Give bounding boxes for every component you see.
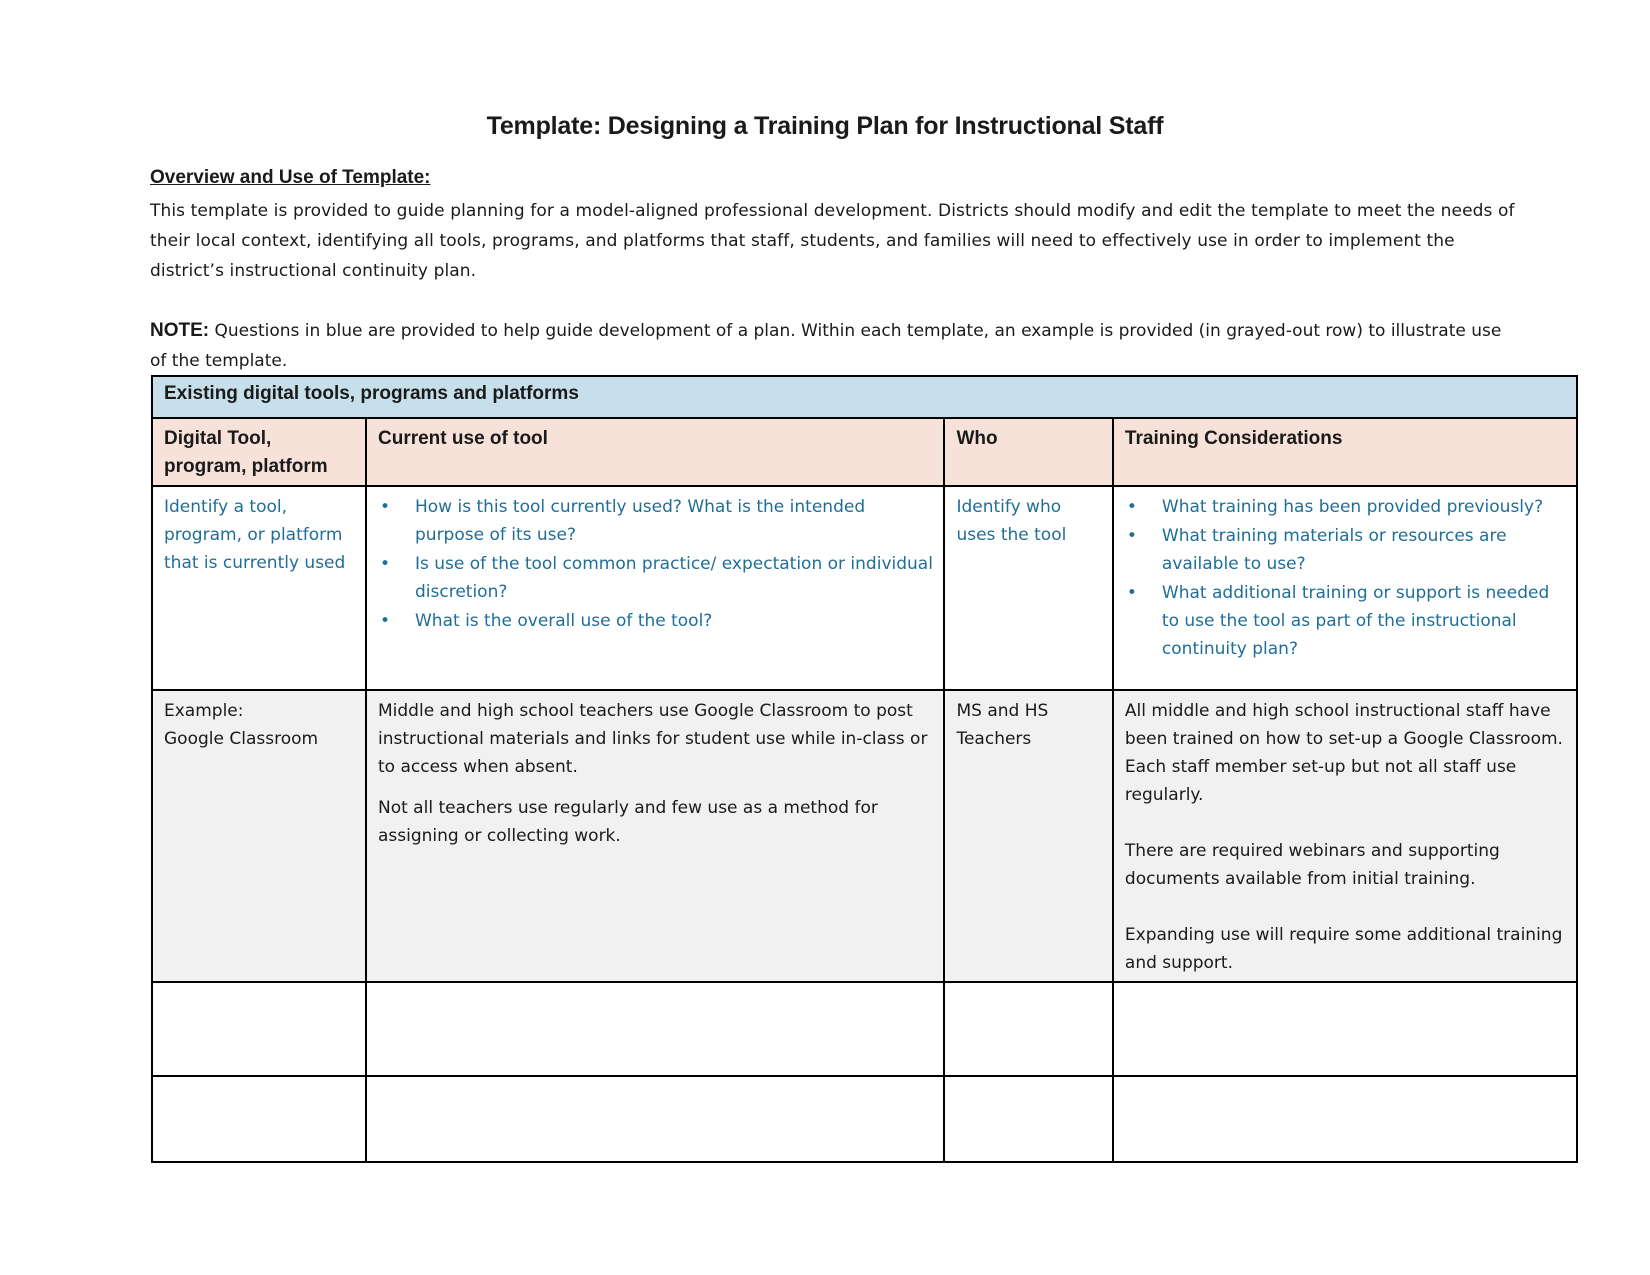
- example-paragraph: Expanding use will require some additional training and support.: [1124, 925, 1563, 973]
- table-banner: Existing digital tools, programs and platforms: [152, 376, 1577, 418]
- blank-cell[interactable]: [1113, 1076, 1577, 1162]
- example-paragraph: All middle and high school instructional staff have been trained on how to set-up a Google Classroom. Each staff member set-up but not all staff use regularly.: [1124, 701, 1563, 805]
- header-who: Who: [944, 418, 1112, 486]
- blank-cell[interactable]: [152, 1076, 366, 1162]
- example-paragraph: Not all teachers use regularly and few use as a method for assigning or collecting work.: [378, 798, 878, 846]
- note-body: Questions in blue are provided to help guide development of a plan. Within each template, an example is provided (in grayed-out row) to illustrate use of the template.: [150, 321, 1502, 371]
- bullet-icon: •: [1126, 497, 1137, 517]
- bullet-icon: •: [380, 611, 391, 631]
- example-paragraph: Middle and high school teachers use Google Classroom to post instructional materials and links for student use while in-class or to access when absent.: [378, 701, 928, 777]
- example-tool-cell: [152, 690, 366, 982]
- bullet-icon: •: [380, 554, 391, 574]
- list-item: • Is use of the tool common practice/ expectation or individual discretion?: [378, 550, 933, 606]
- list-item: • What training has been provided previously?: [1125, 493, 1566, 521]
- blank-cell[interactable]: [152, 982, 366, 1076]
- list-item: • What is the overall use of the tool?: [378, 607, 933, 635]
- guide-who-cell: Identify who uses the tool: [944, 486, 1112, 690]
- header-tool: Digital Tool, program, platform: [152, 418, 366, 486]
- blank-row: [152, 982, 1577, 1076]
- guide-current-use-cell: [366, 486, 944, 690]
- bullet-icon: •: [1126, 583, 1137, 603]
- blank-cell[interactable]: [366, 1076, 944, 1162]
- blank-cell[interactable]: [944, 1076, 1112, 1162]
- bullet-icon: •: [380, 497, 391, 517]
- example-training-cell: [1113, 690, 1577, 982]
- list-item: • What training materials or resources are available to use?: [1125, 522, 1566, 578]
- overview-text: This template is provided to guide planning for a model-aligned professional development. Districts should modify and edit the template to meet the needs of their local context, identifying all tools, programs, and platforms that staff, students, and families will need to effectively use in order to implement the district’s instructional continuity plan.: [150, 201, 1515, 281]
- example-current-use-cell: [366, 690, 944, 982]
- blank-cell[interactable]: [944, 982, 1112, 1076]
- example-who-cell: MS and HS Teachers: [944, 690, 1112, 982]
- blank-cell[interactable]: [1113, 982, 1577, 1076]
- example-paragraph: There are required webinars and supporting documents available from initial training.: [1124, 841, 1500, 889]
- example-label: Example:: [164, 701, 244, 721]
- list-item: • How is this tool currently used? What is the intended purpose of its use?: [378, 493, 933, 549]
- example-row: [152, 690, 1577, 982]
- guide-tool-cell: Identify a tool, program, or platform that is currently used: [152, 486, 366, 690]
- header-training: Training Considerations: [1113, 418, 1577, 486]
- header-current-use: Current use of tool: [366, 418, 944, 486]
- page-title: Template: Designing a Training Plan for Instructional Staff: [486, 112, 1164, 140]
- guide-row: [152, 486, 1577, 690]
- note-label: NOTE:: [150, 320, 210, 341]
- list-item: • What additional training or support is needed to use the tool as part of the instructional continuity plan?: [1125, 579, 1566, 663]
- overview-heading: Overview and Use of Template:: [150, 167, 431, 188]
- guide-training-cell: [1113, 486, 1577, 690]
- note-text: [150, 316, 1520, 376]
- blank-row: [152, 1076, 1577, 1162]
- bullet-icon: •: [1126, 526, 1137, 546]
- example-tool-name: Google Classroom: [164, 729, 319, 749]
- blank-cell[interactable]: [366, 982, 944, 1076]
- tools-table: [151, 375, 1578, 1163]
